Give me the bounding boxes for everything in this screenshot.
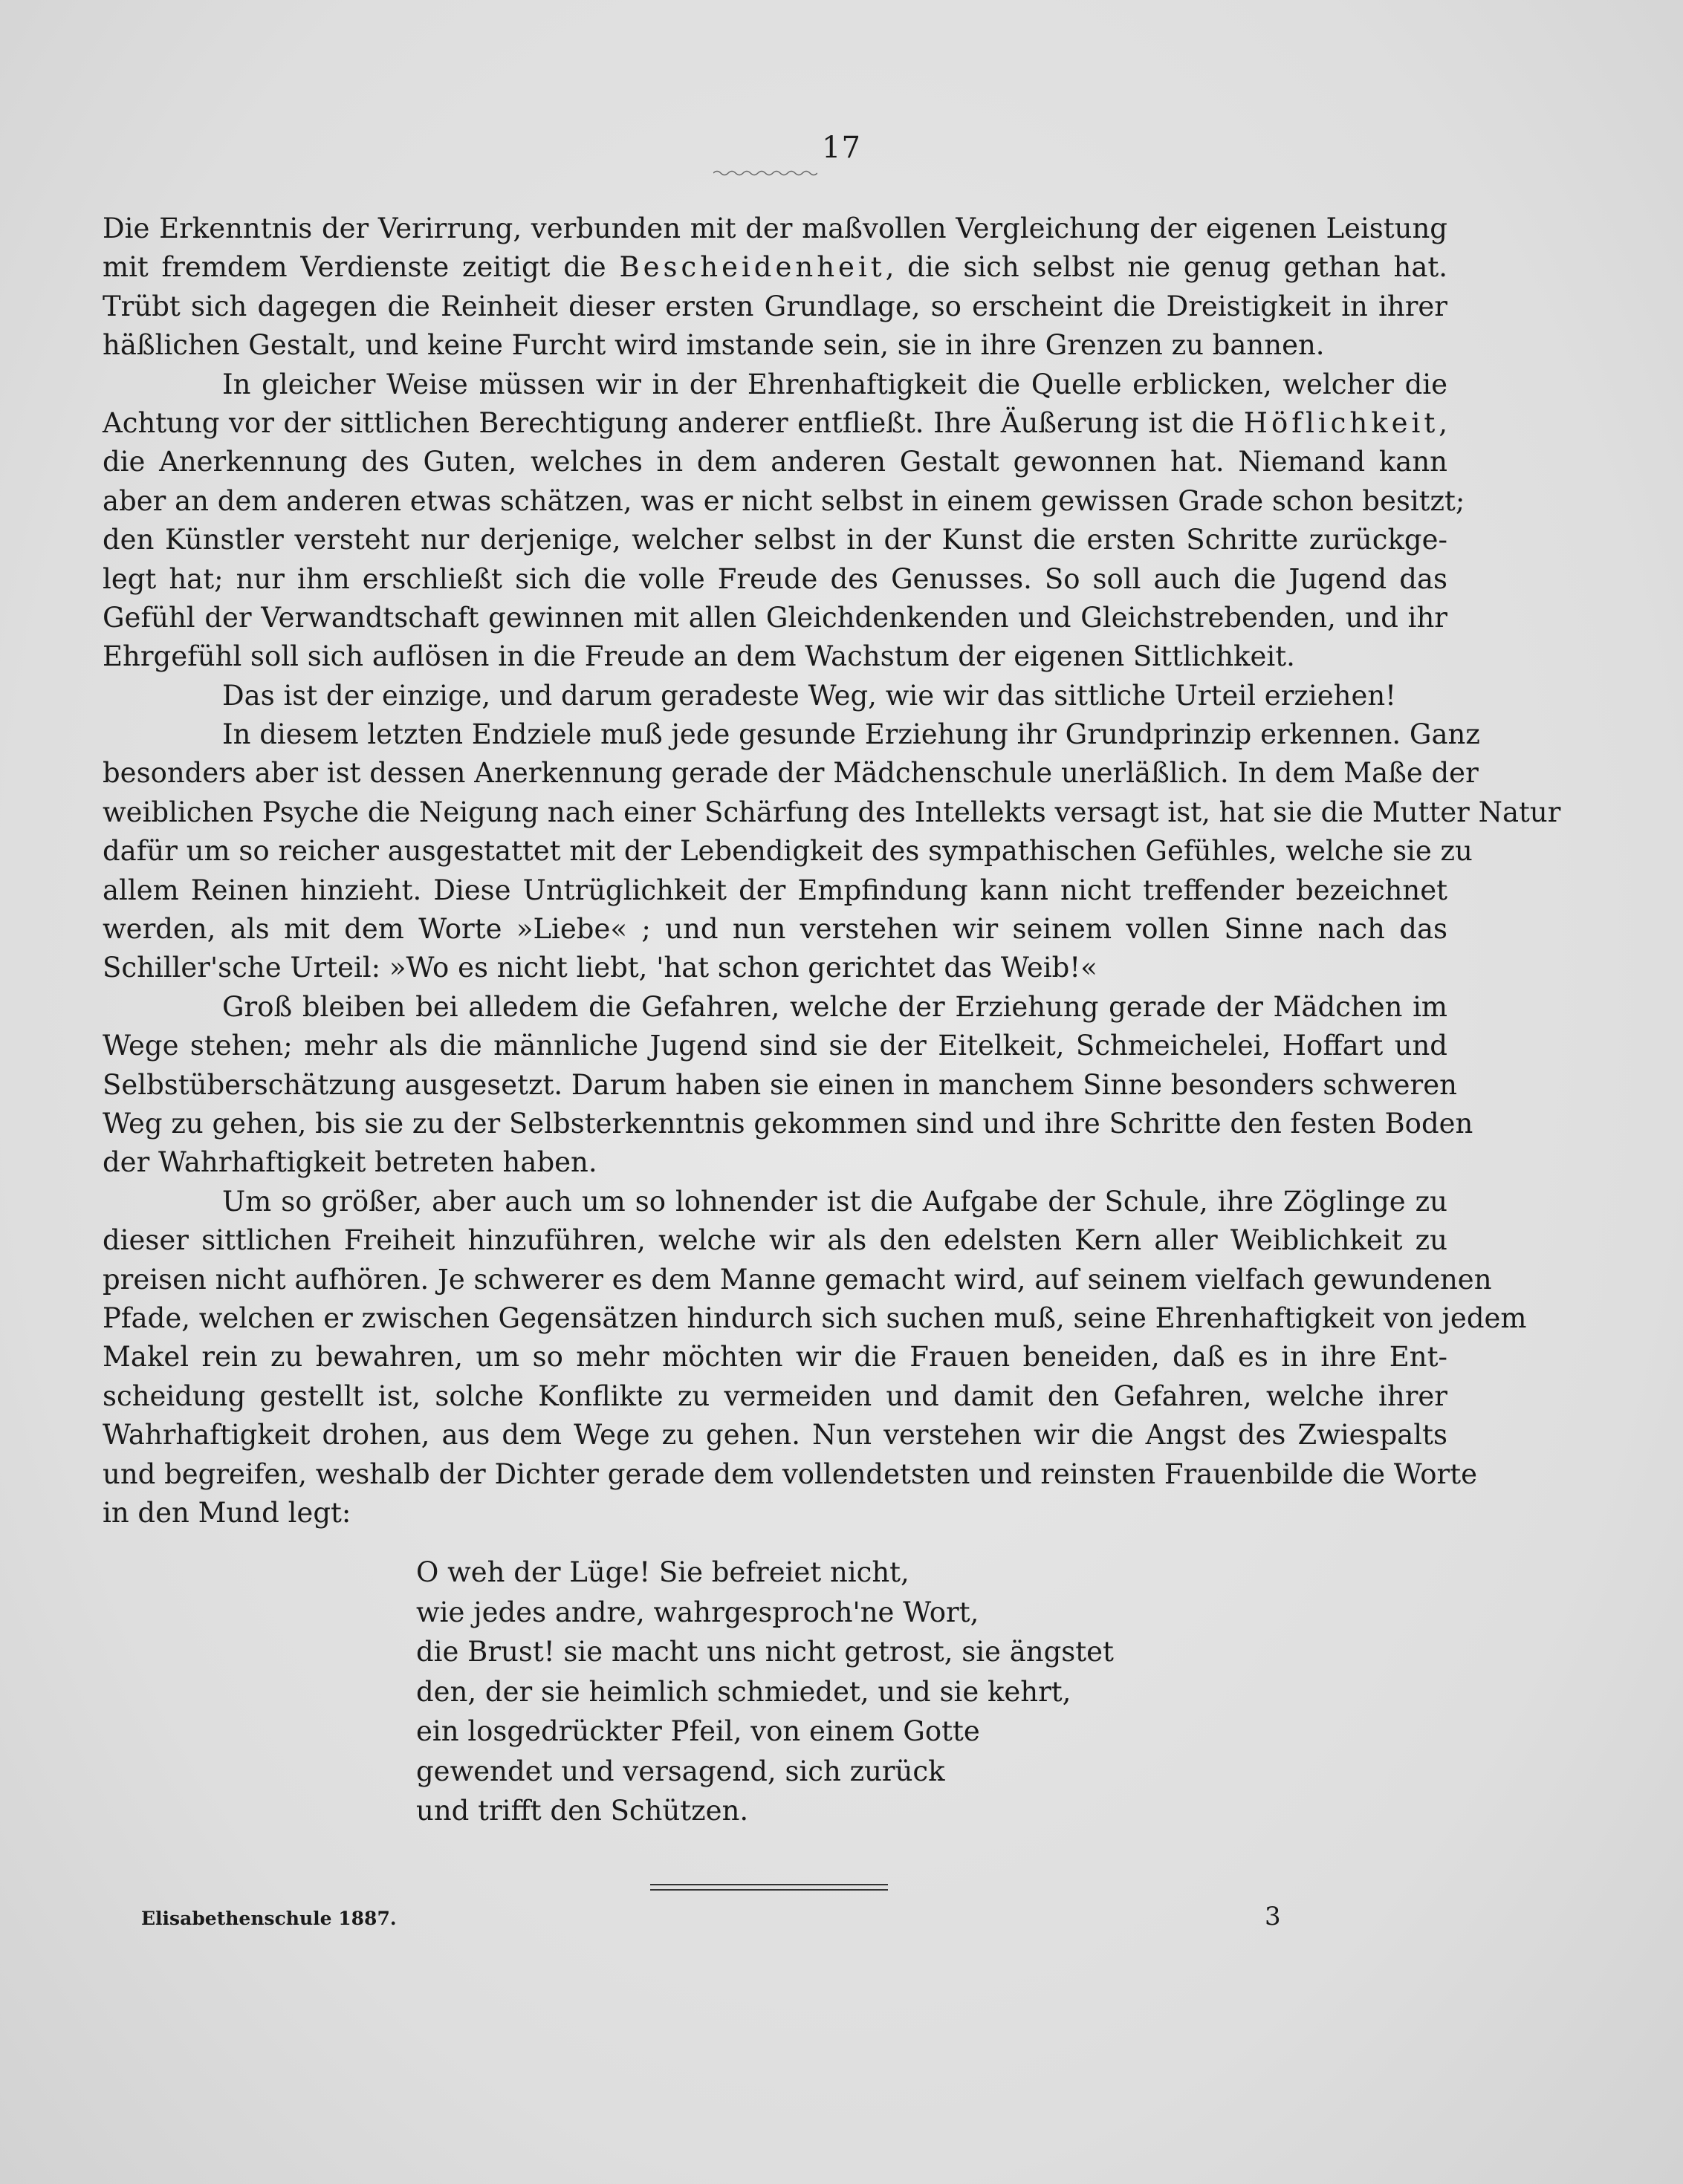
text-line: und begreifen, weshalb der Dichter gerade dem vollendetsten und reinsten Frauenbilde die Worte [103, 1457, 1477, 1490]
body-text [103, 209, 1561, 1533]
text-line: aber an dem anderen etwas schätzen, was er nicht selbst in einem gewissen Grade schon besitzt; [103, 484, 1465, 517]
text-line: Wahrhaftigkeit drohen, aus dem Wege zu gehen. Nun verstehen wir die Angst des Zwiespalts [103, 1419, 1447, 1452]
poem-line: ein losgedrückter Pfeil, von einem Gotte [416, 1715, 980, 1747]
poem-line: gewendet und versagend, sich zurück [416, 1755, 945, 1787]
footer-signature: Elisabethenschule 1887. [141, 1908, 397, 1929]
text-line: scheidung gestellt ist, solche Konflikte zu vermeiden und damit den Gefahren, welche ihrer [103, 1379, 1447, 1412]
text-line: Gefühl der Verwandtschaft gewinnen mit allen Gleichdenkenden und Gleichstrebenden, und ihr [103, 601, 1447, 634]
text-line: Selbstüberschätzung ausgesetzt. Darum haben sie einen in manchem Sinne besonders schweren [103, 1068, 1457, 1101]
text-line: Schiller'sche Urteil: »Wo es nicht liebt, 'hat schon gerichtet das Weib!« [103, 952, 1097, 984]
text-line-start: Achtung vor der sittlichen Berechtigung anderer entfließt. Ihre Äußerung ist die [103, 406, 1244, 439]
emphasized-word: Bescheidenheit [619, 251, 886, 284]
text-line: in den Mund legt: [103, 1496, 351, 1529]
text-line: Pfade, welchen er zwischen Gegensätzen hindurch sich suchen muß, seine Ehrenhaftigkeit von jedem [103, 1301, 1527, 1334]
double-rule-top [650, 1884, 888, 1885]
page-number: 17 [822, 131, 861, 165]
text-line: Die Erkenntnis der Verirrung, verbunden mit der maßvollen Vergleichung der eigenen Leistung [103, 212, 1447, 244]
text-line: weiblichen Psyche die Neigung nach einer Schärfung des Intellekts versagt ist, hat sie die Mutter Natur [103, 796, 1561, 828]
text-line: Ehrgefühl soll sich auflösen in die Freude an dem Wachstum der eigenen Sittlichkeit. [103, 640, 1295, 673]
text-line: werden, als mit dem Worte »Liebe« ; und nun verstehen wir seinem vollen Sinne nach das [103, 913, 1447, 946]
text-line: der Wahrhaftigkeit betreten haben. [103, 1146, 597, 1179]
text-line: Groß bleiben bei alledem die Gefahren, welche der Erziehung gerade der Mädchen im [222, 990, 1447, 1023]
text-line: besonders aber ist dessen Anerkennung gerade der Mädchenschule unerläßlich. In dem Maße der [103, 757, 1479, 790]
text-line: Weg zu gehen, bis sie zu der Selbsterkenntnis gekommen sind und ihre Schritte den festen Boden [103, 1107, 1473, 1140]
text-line: Wege stehen; mehr als die männliche Jugend sind sie der Eitelkeit, Schmeichelei, Hoffart und [103, 1030, 1447, 1062]
text-line: Trübt sich dagegen die Reinheit dieser ersten Grundlage, so erscheint die Dreistigkeit in ihrer [103, 290, 1447, 322]
text-line-end: , [1439, 406, 1447, 439]
poem-quote [416, 1553, 1114, 1831]
text-line [103, 248, 1447, 287]
poem-line: und trifft den Schützen. [416, 1795, 749, 1827]
text-line: Um so größer, aber auch um so lohnender ist die Aufgabe der Schule, ihre Zöglinge zu [222, 1185, 1447, 1218]
text-line: Makel rein zu bewahren, um so mehr möchten wir die Frauen beneiden, daß es in ihre Ent- [103, 1341, 1447, 1374]
emphasized-word: Höflichkeit [1243, 406, 1439, 439]
text-line: dafür um so reicher ausgestattet mit der Lebendigkeit des sympathischen Gefühles, welche sie zu [103, 835, 1473, 868]
poem-line: wie jedes andre, wahrgesproch'ne Wort, [416, 1596, 979, 1628]
text-line: Das ist der einzige, und darum geradeste Weg, wie wir das sittliche Urteil erziehen! [222, 679, 1397, 712]
text-line: die Anerkennung des Guten, welches in dem anderen Gestalt gewonnen hat. Niemand kann [103, 446, 1447, 478]
double-rule-bottom [650, 1889, 888, 1891]
text-line [103, 404, 1447, 443]
text-line: allem Reinen hinzieht. Diese Untrüglichkeit der Empfindung kann nicht treffender bezeichnet [103, 874, 1447, 906]
footer-sheet-number: 3 [1265, 1902, 1281, 1931]
text-line: legt hat; nur ihm erschließt sich die volle Freude des Genusses. So soll auch die Jugend das [103, 562, 1447, 595]
text-line: In gleicher Weise müssen wir in der Ehrenhaftigkeit die Quelle erblicken, welcher die [222, 368, 1447, 400]
text-line-end: , die sich selbst nie genug gethan hat. [885, 251, 1448, 284]
poem-line: die Brust! sie macht uns nicht getrost, sie ängstet [416, 1636, 1114, 1668]
text-line: In diesem letzten Endziele muß jede gesunde Erziehung ihr Grundprinzip erkennen. Ganz [222, 718, 1480, 751]
text-line: preisen nicht aufhören. Je schwerer es dem Manne gemacht wird, auf seinem vielfach gewundenen [103, 1263, 1492, 1296]
text-line-start: mit fremdem Verdienste zeitigt die [103, 251, 620, 284]
text-line: häßlichen Gestalt, und keine Furcht wird imstande sein, sie in ihre Grenzen zu bannen. [103, 329, 1325, 362]
text-line: dieser sittlichen Freiheit hinzuführen, welche wir als den edelsten Kern aller Weiblichkeit zu [103, 1224, 1447, 1257]
poem-line: den, der sie heimlich schmiedet, und sie kehrt, [416, 1675, 1071, 1708]
poem-line: O weh der Lüge! Sie befreiet nicht, [416, 1556, 909, 1588]
text-line: den Künstler versteht nur derjenige, welcher selbst in der Kunst die ersten Schritte zurückge- [103, 524, 1447, 556]
wavy-ornament-icon [713, 168, 817, 178]
